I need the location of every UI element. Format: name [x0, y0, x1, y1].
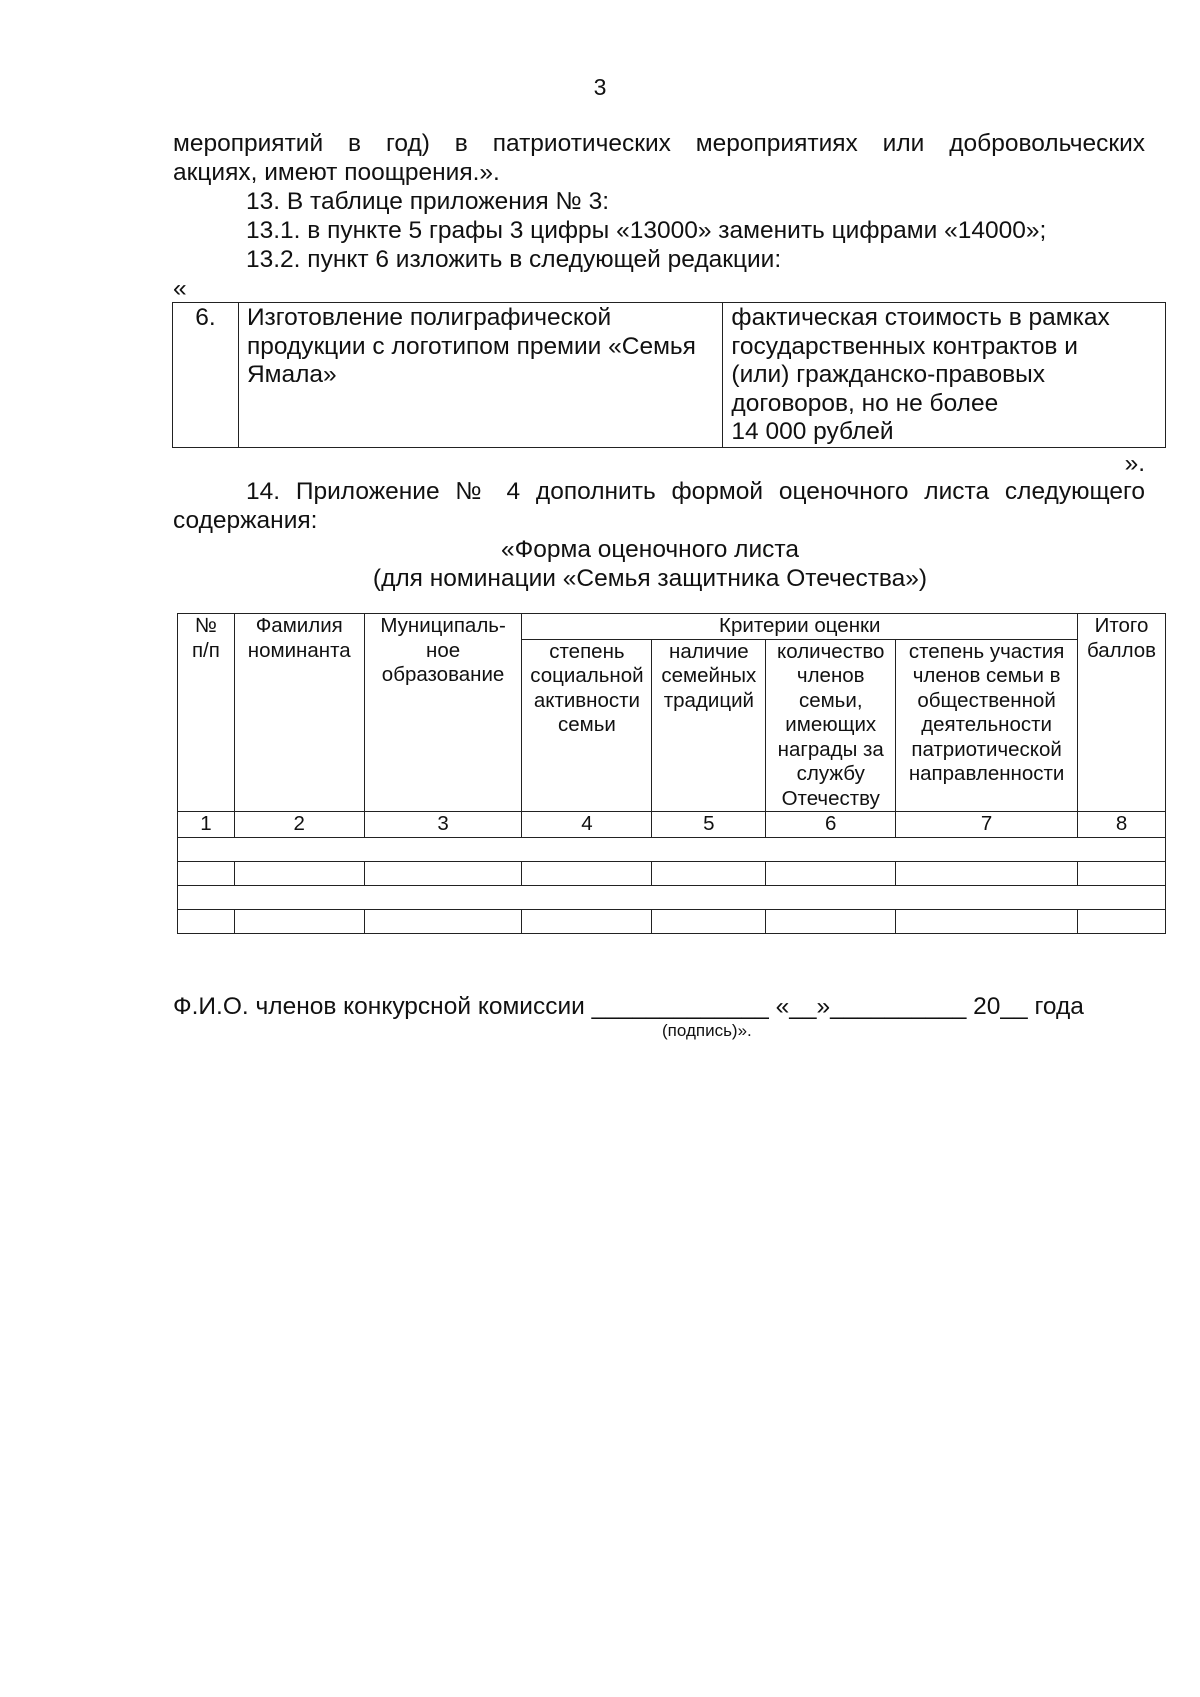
empty-cell[interactable]: [652, 909, 766, 933]
header-text: ное: [426, 638, 461, 662]
column-number: 5: [652, 812, 766, 838]
page-number: 3: [593, 74, 607, 100]
item-13: 13. В таблице приложения № 3:: [246, 188, 610, 215]
column-number: 6: [766, 812, 896, 838]
empty-cell[interactable]: [896, 861, 1078, 885]
header-text: образование: [381, 663, 505, 686]
open-quote: «: [173, 275, 187, 302]
continuation-line-2: акциях, имеют поощрения.».: [173, 159, 500, 186]
column-numbers-row: [178, 812, 1166, 838]
empty-cell[interactable]: [178, 909, 235, 933]
empty-cell[interactable]: [364, 861, 522, 885]
header-text: награды за: [777, 737, 884, 761]
empty-row: [178, 837, 1166, 861]
header-text: Итого: [1094, 614, 1149, 637]
empty-cell[interactable]: [766, 861, 896, 885]
header-text: социальной: [530, 664, 644, 687]
row6: [173, 303, 1166, 448]
empty-cell[interactable]: [766, 909, 896, 933]
row6-table: [172, 302, 1166, 448]
header-text: наличие: [669, 639, 749, 663]
signature-line: Ф.И.О. членов конкурсной комиссии _____________ «__»__________ 20__ года: [173, 993, 1084, 1020]
empty-cell[interactable]: [1078, 861, 1166, 885]
header-text: членов: [796, 664, 865, 687]
header-num: [178, 614, 235, 812]
row6-cost-line: государственных контрактов и: [731, 332, 1078, 360]
header-text: Отечеству: [781, 786, 880, 810]
column-number: 3: [364, 812, 522, 838]
column-number: 2: [234, 812, 364, 838]
header-criteria: Критерии оценки: [522, 614, 1078, 640]
header-text: направленности: [908, 762, 1065, 785]
header-row-1: [178, 614, 1166, 640]
column-number: 4: [522, 812, 652, 838]
row6-name: Изготовление полиграфической продукции с логотипом премии «Семья Ямала»: [238, 303, 722, 448]
row6-cost-line: договоров, но не более: [731, 389, 999, 417]
row6-number: 6.: [173, 303, 239, 448]
row6-cost-line: (или) гражданско-правовых: [731, 361, 1046, 388]
empty-cell[interactable]: [178, 861, 235, 885]
header-text: степень участия: [908, 639, 1065, 663]
empty-row: [178, 885, 1166, 909]
header-text: деятельности: [921, 713, 1052, 736]
header-text: семьи: [557, 713, 616, 736]
empty-row-span[interactable]: [178, 837, 1166, 861]
item-14-line-1: 14. Приложение № 4 дополнить формой оценочного листа следующего: [246, 478, 1145, 505]
header-text: традиций: [663, 688, 754, 712]
header-text: имеющих: [785, 713, 877, 736]
empty-row: [178, 861, 1166, 885]
empty-cell[interactable]: [234, 909, 364, 933]
header-text: №: [194, 614, 217, 637]
empty-row-span[interactable]: [178, 885, 1166, 909]
header-text: членов семьи в: [912, 664, 1061, 687]
form-title-line-1: «Форма оценочного листа: [501, 536, 799, 563]
item-13-1: 13.1. в пункте 5 графы 3 цифры «13000» заменить цифрами «14000»;: [246, 217, 1047, 244]
row6-cost-line: 14 000 рублей: [731, 418, 894, 445]
header-text: общественной: [917, 688, 1056, 712]
header-total: [1078, 614, 1166, 812]
header-text: активности: [533, 688, 640, 712]
empty-cell[interactable]: [652, 861, 766, 885]
header-text: номинанта: [247, 638, 351, 662]
item-13-2: 13.2. пункт 6 изложить в следующей редакции:: [246, 246, 782, 273]
close-quote: ».: [1124, 450, 1145, 477]
header-text: патриотической: [911, 737, 1062, 761]
header-text: количество: [777, 639, 885, 663]
empty-cell[interactable]: [364, 909, 522, 933]
empty-cell[interactable]: [1078, 909, 1166, 933]
header-text: службу: [796, 762, 865, 785]
evaluation-form-table: [177, 613, 1166, 934]
header-text: семейных: [661, 664, 757, 687]
empty-cell[interactable]: [234, 861, 364, 885]
header-text: п/п: [191, 638, 220, 662]
form-title-line-2: (для номинации «Семья защитника Отечества»): [372, 565, 928, 592]
header-text: семьи,: [798, 688, 863, 712]
empty-cell[interactable]: [522, 861, 652, 885]
continuation-line-1: мероприятий в год) в патриотических мероприятиях или добровольческих: [173, 130, 1145, 157]
header-surname: [234, 614, 364, 812]
empty-cell[interactable]: [896, 909, 1078, 933]
empty-row: [178, 909, 1166, 933]
empty-cell[interactable]: [522, 909, 652, 933]
row6-cost-line: фактическая стоимость в рамках: [731, 304, 1110, 331]
header-municipality: [364, 614, 522, 812]
header-text: Фамилия: [255, 614, 343, 637]
header-crit-participation: [896, 639, 1078, 812]
item-14-line-2: содержания:: [173, 507, 318, 534]
column-number: 1: [178, 812, 235, 838]
header-crit-traditions: [652, 639, 766, 812]
header-text: степень: [549, 639, 625, 663]
column-number: 7: [896, 812, 1078, 838]
header-crit-awards: [766, 639, 896, 812]
row6-cost: [723, 303, 1166, 448]
column-number: 8: [1078, 812, 1166, 838]
signature-caption: (подпись)».: [662, 1021, 752, 1040]
header-text: баллов: [1086, 638, 1157, 662]
header-text: Муниципаль-: [380, 614, 506, 637]
header-crit-social: [522, 639, 652, 812]
